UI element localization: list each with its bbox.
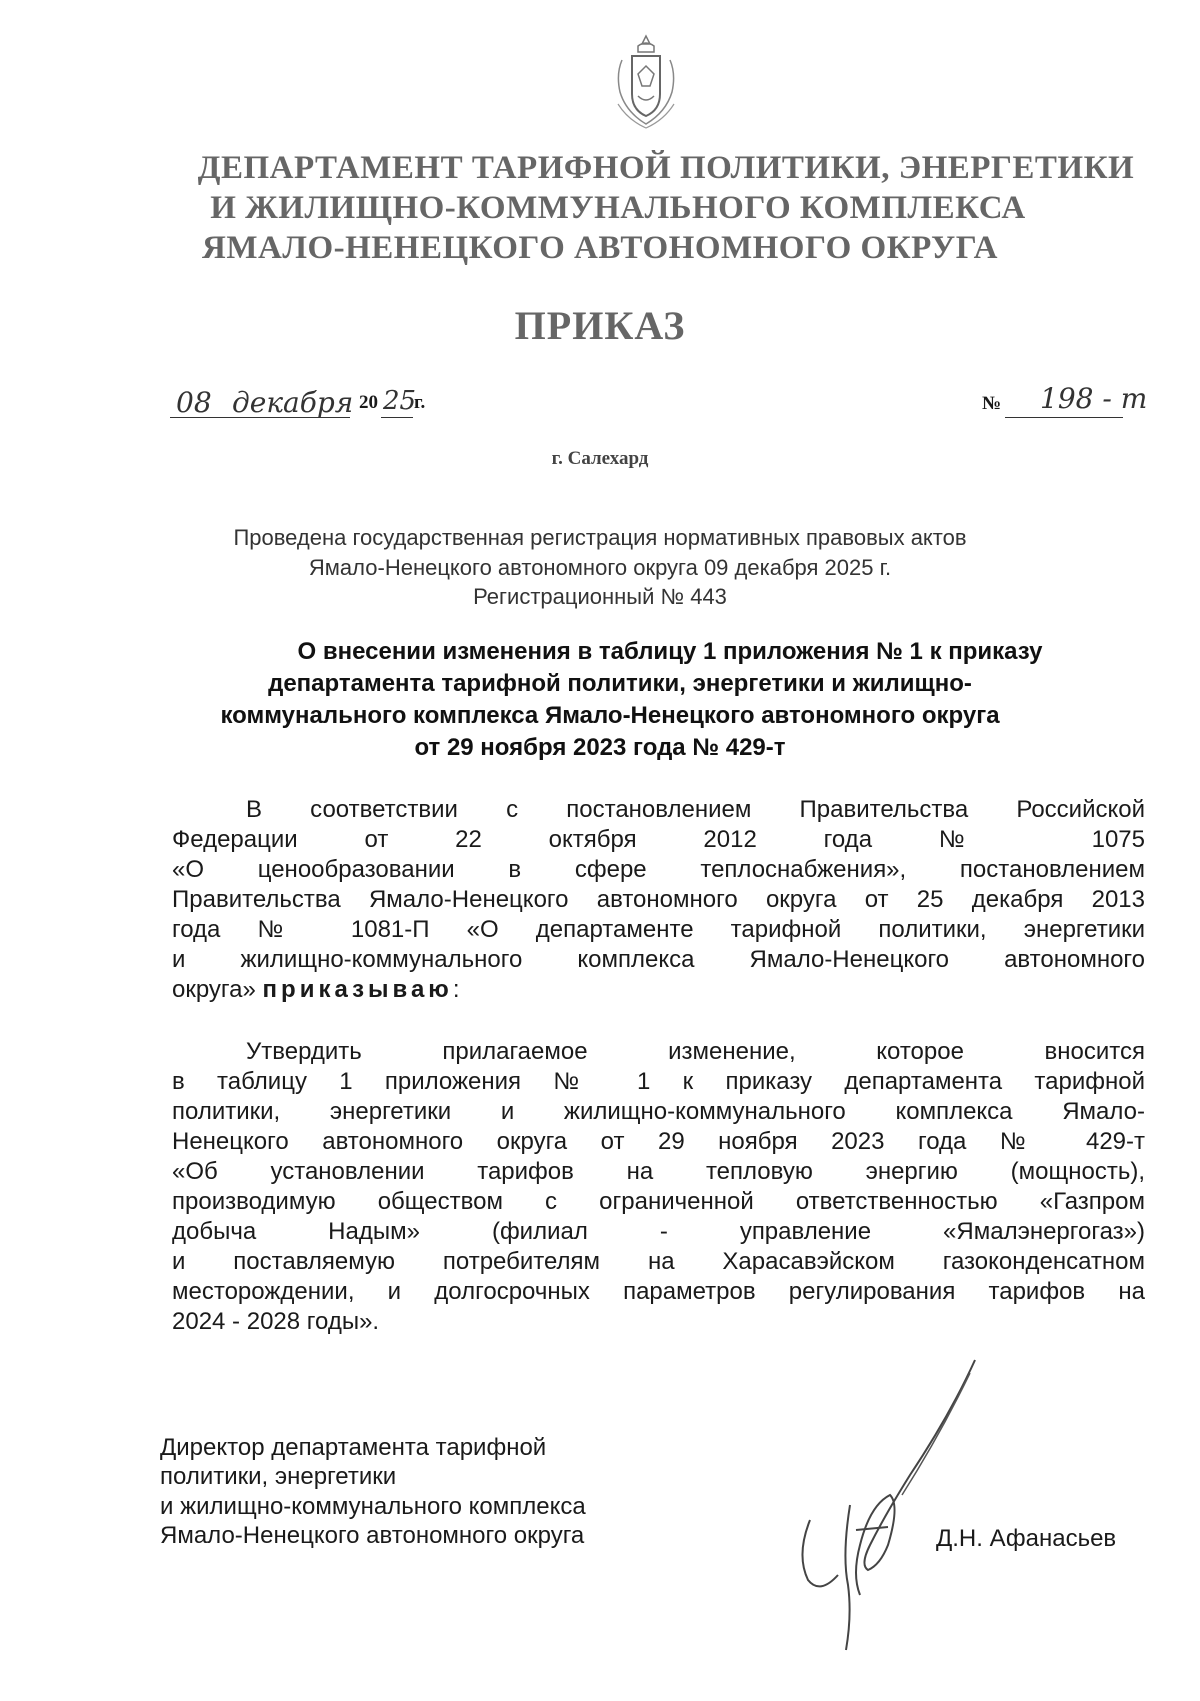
department-name-line-3: ЯМАЛО-НЕНЕЦКОГО АВТОНОМНОГО ОКРУГА: [202, 230, 998, 266]
preamble-line-end: округа»: [172, 976, 256, 1003]
order-text-line: политики, энергетики и жилищно-коммунального комплекса Ямало-: [172, 1098, 1145, 1125]
order-word: приказываю: [262, 976, 453, 1003]
date-month: декабря: [232, 386, 354, 419]
signer-name: Д.Н. Афанасьев: [936, 1525, 1117, 1552]
order-text-line: Утвердить прилагаемое изменение, которое вносится: [246, 1038, 1145, 1065]
signer-position-line: политики, энергетики: [160, 1463, 397, 1490]
order-text-line: добыча Надым» (филиал - управление «Ямалэнергогаз»): [172, 1218, 1145, 1245]
order-title-line-3: коммунального комплекса Ямало-Ненецкого автономного округа: [220, 702, 1000, 729]
order-text-line: и поставляемую потребителям на Харасавэйском газоконденсатном: [172, 1248, 1145, 1275]
signer-position-line: Директор департамента тарифной: [160, 1434, 547, 1461]
preamble-line: Правительства Ямало-Ненецкого автономного округа от 25 декабря 2013: [172, 886, 1145, 913]
order-text-line: «Об установлении тарифов на тепловую энергию (мощность),: [172, 1158, 1145, 1185]
date-year-prefix: 20: [359, 392, 378, 413]
order-title-line-1: О внесении изменения в таблицу 1 приложения № 1 к приказу: [297, 638, 1043, 665]
preamble-line: «О ценообразовании в сфере теплоснабжения», постановлением: [172, 856, 1145, 883]
department-name-line-2: И ЖИЛИЩНО-КОММУНАЛЬНОГО КОМПЛЕКСА: [210, 190, 1026, 226]
order-text-line: в таблицу 1 приложения № 1 к приказу департамента тарифной: [172, 1068, 1145, 1095]
handwritten-signature: [790, 1355, 990, 1655]
order-text-line: Ненецкого автономного округа от 29 ноября 2023 года № 429-т: [172, 1128, 1145, 1155]
preamble-line: В соответствии с постановлением Правительства Российской: [246, 796, 1145, 823]
order-title-line-4: от 29 ноября 2023 года № 429-т: [414, 734, 786, 761]
coat-of-arms-icon: [608, 34, 684, 132]
order-text-line: производимую обществом с ограниченной ответственностью «Газпром: [172, 1188, 1145, 1215]
document-type-title: ПРИКАЗ: [514, 303, 686, 348]
year-underline: [381, 417, 413, 418]
registration-line-2: Ямало-Ненецкого автономного округа 09 декабря 2025 г.: [308, 555, 892, 580]
registration-line-3: Регистрационный № 443: [473, 584, 727, 609]
order-title-line-2: департамента тарифной политики, энергетики и жилищно-: [268, 670, 972, 697]
preamble-line: года № 1081-П «О департаменте тарифной политики, энергетики: [172, 916, 1145, 943]
registration-line-1: Проведена государственная регистрация нормативных правовых актов: [233, 525, 967, 550]
preamble-line: Федерации от 22 октября 2012 года № 1075: [172, 826, 1145, 853]
preamble-line: и жилищно-коммунального комплекса Ямало-Ненецкого автономного: [172, 946, 1145, 973]
date-year-suffix: 25: [383, 386, 417, 416]
preamble-last-line: [172, 975, 1145, 1005]
order-text-line: 2024 - 2028 годы».: [172, 1308, 380, 1335]
city: г. Салехард: [551, 448, 649, 469]
date-underline: [170, 417, 350, 418]
number-label: №: [982, 393, 1002, 414]
order-text-line: месторождении, и долгосрочных параметров регулирования тарифов на: [172, 1278, 1145, 1305]
number-underline: [1005, 417, 1123, 418]
date-day: 08: [176, 386, 212, 419]
date-year-unit: г.: [414, 392, 426, 413]
department-name-line-1: ДЕПАРТАМЕНТ ТАРИФНОЙ ПОЛИТИКИ, ЭНЕРГЕТИКИ: [197, 150, 1135, 186]
signer-position-line: и жилищно-коммунального комплекса: [160, 1493, 586, 1520]
signer-position-line: Ямало-Ненецкого автономного округа: [160, 1522, 585, 1549]
order-colon: :: [452, 976, 460, 1003]
order-number: 198 - т: [1040, 382, 1148, 415]
